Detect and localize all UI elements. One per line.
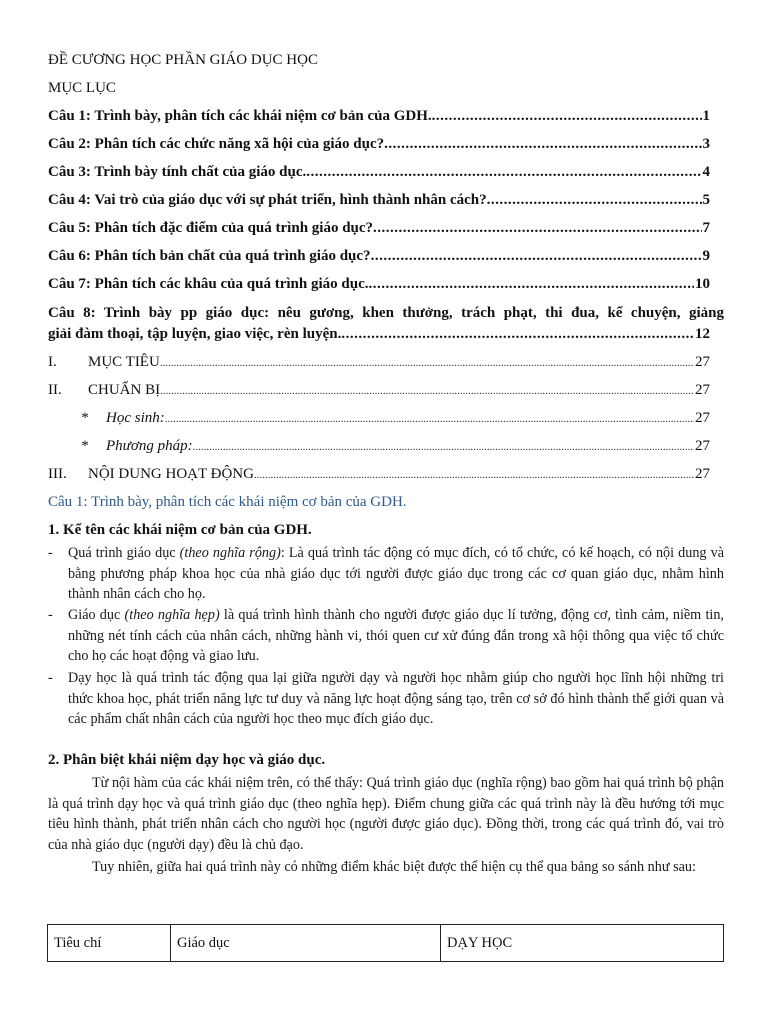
question-1-heading: Câu 1: Trình bày, phân tích các khái niệm cơ bản của GDH. xyxy=(48,494,407,510)
toc-leader xyxy=(487,192,702,209)
paragraph-2-text: Tuy nhiên, giữa hai quá trình này có những điểm khác biệt được thể hiện cụ thể qua bảng so sánh như sau: xyxy=(92,859,696,875)
toc-section-number: II. xyxy=(48,382,62,398)
toc-entry-label: Câu 1: Trình bày, phân tích các khái niệm cơ bản của GDH. xyxy=(48,108,432,124)
bullet-emphasis: (theo nghĩa hẹp) xyxy=(124,607,220,623)
concept-bullet xyxy=(48,605,724,667)
toc-leader xyxy=(371,248,702,265)
table-header-cell: Giáo dục xyxy=(171,925,441,962)
toc-section-number: III. xyxy=(48,466,67,482)
toc-entry-label: Câu 2: Phân tích các chức năng xã hội của giáo dục? xyxy=(48,136,385,152)
bullet-dash: - xyxy=(48,670,53,686)
table-header-row xyxy=(48,925,724,962)
toc-heading: MỤC LỤC xyxy=(48,80,116,96)
toc-entry[interactable] xyxy=(48,164,710,181)
toc-leader xyxy=(432,108,702,125)
toc-section-label: NỘI DUNG HOẠT ĐỘNG xyxy=(88,466,254,482)
toc-bullet: * xyxy=(81,410,89,426)
toc-subsection[interactable] xyxy=(56,438,710,455)
bullet-text xyxy=(68,668,724,730)
toc-entry-page: 9 xyxy=(702,248,710,264)
toc-leader xyxy=(165,410,694,427)
toc-leader xyxy=(368,276,694,293)
section-1-heading: 1. Kể tên các khái niệm cơ bản của GDH. xyxy=(48,522,312,538)
bullet-rest: là quá trình hình thành cho người được giáo dục lí tưởng, động cơ, tình cảm, niềm tin, những nét tính cách của nhân cách, những hành vi, thói quen cư xử đúng đắn trong xã hội thông qua việc tổ chức cho họ các hoạt động và giao lưu. xyxy=(68,607,724,664)
toc-entry[interactable] xyxy=(48,248,710,265)
bullet-rest: : Là quá trình tác động có mục đích, có tổ chức, có kế hoạch, có nội dung và bằng phương pháp khoa học của nhà giáo dục tới người được giáo dục trong các cơ quan giáo dục, nhằm hình thành nhân cách cho họ. xyxy=(68,545,724,602)
toc-entry-label: giải đàm thoại, tập luyện, giao việc, rèn luyện. xyxy=(48,326,342,342)
bullet-lead: Giáo dục xyxy=(68,607,125,623)
toc-entry-page: 12 xyxy=(695,326,710,342)
toc-entry[interactable] xyxy=(48,108,710,125)
toc-entry[interactable] xyxy=(48,276,710,293)
toc-leader xyxy=(160,354,694,371)
toc-entry-label: Câu 6: Phân tích bản chất của quá trình giáo dục? xyxy=(48,248,371,264)
toc-entry-page: 1 xyxy=(702,108,710,124)
bullet-rest: Dạy học là quá trình tác động qua lại giữa người dạy và người học nhằm giúp cho người học lĩnh hội những tri thức khoa học, phát triển năng lực tư duy và năng lực hoạt động sáng tạo, trên cơ sở đó hình thành thế giới quan và các phẩm chất nhân cách của người học theo mục đích giáo dục. xyxy=(68,670,724,727)
toc-leader xyxy=(254,466,694,483)
toc-entry-page: 3 xyxy=(702,136,710,152)
document-title: ĐỀ CƯƠNG HỌC PHẦN GIÁO DỤC HỌC xyxy=(48,52,318,68)
toc-entry-page: 27 xyxy=(695,410,710,426)
bullet-emphasis: (theo nghĩa rộng) xyxy=(179,545,281,561)
bullet-dash: - xyxy=(48,545,53,561)
toc-entry-page: 27 xyxy=(695,382,710,398)
toc-entry-page: 4 xyxy=(702,164,710,180)
toc-entry-q8-line1[interactable]: Câu 8: Trình bày pp giáo dục: nêu gương, khen thưởng, trách phạt, thi đua, kể chuyện, giảng xyxy=(48,305,724,321)
toc-entry-label: Câu 4: Vai trò của giáo dục với sự phát triển, hình thành nhân cách? xyxy=(48,192,487,208)
toc-entry-page: 7 xyxy=(702,220,710,236)
concept-bullet xyxy=(48,543,724,605)
toc-subsection-label: Học sinh: xyxy=(106,410,165,426)
toc-entry[interactable] xyxy=(48,192,710,209)
comparison-table xyxy=(47,924,724,962)
toc-bullet: * xyxy=(81,438,89,454)
toc-entry-page: 27 xyxy=(695,438,710,454)
toc-entry-page: 27 xyxy=(695,354,710,370)
toc-section[interactable] xyxy=(48,354,710,371)
toc-leader xyxy=(193,438,694,455)
toc-leader xyxy=(306,164,701,181)
toc-entry-label: Câu 7: Phân tích các khâu của quá trình giáo dục. xyxy=(48,276,369,292)
toc-section[interactable] xyxy=(48,382,710,399)
toc-subsection[interactable] xyxy=(56,410,710,427)
bullet-lead: Quá trình giáo dục xyxy=(68,545,180,561)
toc-section[interactable] xyxy=(48,466,710,483)
table-header-cell: DẠY HỌC xyxy=(441,925,724,962)
paragraph-1-text: Từ nội hàm của các khái niệm trên, có thể thấy: Quá trình giáo dục (nghĩa rộng) bao gồm hai quá trình bộ phận là quá trình dạy học và quá trình giáo dục (theo nghĩa hẹp). Điểm chung giữa các quá trình này là đều hướng tới mục tiêu hình thành, phát triển nhân cách cho người học (người được giáo dục). Đồng thời, trong các quá trình đó, vai trò của nhà giáo dục (người dạy) đều là chủ đạo. xyxy=(48,775,724,853)
toc-entry-label: Câu 5: Phân tích đặc điểm của quá trình giáo dục? xyxy=(48,220,374,236)
bullet-text xyxy=(68,543,724,605)
toc-entry-page: 5 xyxy=(702,192,710,208)
toc-section-label: CHUẨN BỊ xyxy=(88,382,161,398)
toc-subsection-label: Phương pháp: xyxy=(106,438,193,454)
concept-bullet xyxy=(48,668,724,730)
toc-leader xyxy=(373,220,701,237)
toc-leader xyxy=(341,326,694,343)
toc-section-number: I. xyxy=(48,354,57,370)
section-2-heading: 2. Phân biệt khái niệm dạy học và giáo dục. xyxy=(48,752,326,768)
paragraph-2 xyxy=(48,857,724,878)
bullet-dash: - xyxy=(48,607,53,623)
toc-entry-label: Câu 3: Trình bày tính chất của giáo dục. xyxy=(48,164,307,180)
toc-leader xyxy=(384,136,701,153)
table-header-cell: Tiêu chí xyxy=(48,925,171,962)
toc-section-label: MỤC TIÊU xyxy=(88,354,160,370)
paragraph-1 xyxy=(48,773,724,855)
toc-entry-page: 27 xyxy=(695,466,710,482)
toc-entry-q8-line2[interactable] xyxy=(48,326,710,343)
toc-entry[interactable] xyxy=(48,220,710,237)
toc-entry[interactable] xyxy=(48,136,710,153)
toc-leader xyxy=(160,382,694,399)
bullet-text xyxy=(68,605,724,667)
toc-entry-page: 10 xyxy=(695,276,710,292)
